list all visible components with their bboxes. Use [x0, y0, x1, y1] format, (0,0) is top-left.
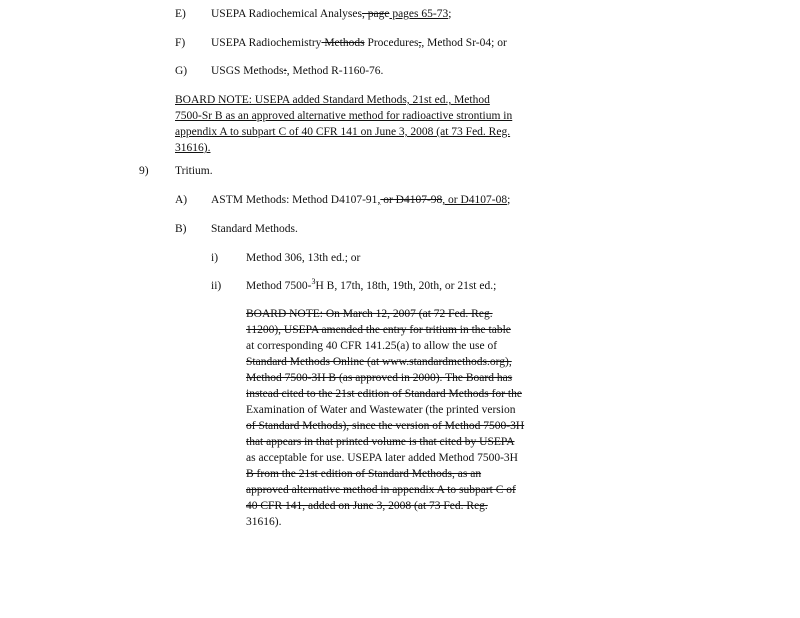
tritium-item-b-i-label: i): [211, 252, 219, 264]
tritium-item-b-ii-text: Method 7500-$^3$H B, 17th, 18th, 19th, 20th, or 21st ed.;: [246, 277, 497, 292]
board-note-2-line: Examination of Water and Wastewater (the printed version: [246, 404, 516, 416]
board-note-1-line: 31616).: [175, 142, 211, 154]
board-note-tritium: [246, 306, 524, 530]
tritium-item-a-label: A): [175, 194, 188, 206]
item-9-text: Tritium.: [175, 165, 213, 177]
item-9-label: 9): [139, 165, 149, 177]
tritium-item-b-text: Standard Methods.: [211, 223, 298, 235]
board-note-1-line: appendix A to subpart C of 40 CFR 141 on June 3, 2008 (at 73 Fed. Reg.: [175, 126, 511, 138]
board-note-2-line: 40 CFR 141, added on June 3, 2008 (at 73 Fed. Reg.: [246, 500, 488, 512]
item-f-text: USEPA Radiochemistry Methods Procedures,, Method Sr-04; or: [211, 37, 507, 49]
board-note-1-line: 7500-Sr B as an approved alternative method for radioactive strontium in: [175, 110, 513, 122]
tritium-item-a-text: ASTM Methods: Method D4107-91, or D4107-98, or D4107-08;: [211, 194, 511, 206]
item-e-label: E): [175, 8, 186, 20]
board-note-2-line: BOARD NOTE: On March 12, 2007 (at 72 Fed. Reg.: [246, 308, 493, 320]
board-note-2-line: 31616).: [246, 516, 282, 528]
tritium-item-b-i-text: Method 306, 13th ed.; or: [246, 252, 361, 264]
item-g-text: USGS Methods:, Method R-1160-76.: [211, 65, 384, 77]
board-note-2-line: that appears in that printed volume is that cited by USEPA: [246, 436, 515, 448]
board-note-2-line: B from the 21st edition of Standard Methods, as an: [246, 468, 482, 480]
board-note-2-line: of Standard Methods), since the version of Method 7500-3H: [246, 420, 525, 432]
board-note-2-line: approved alternative method in appendix A to subpart C of: [246, 484, 516, 496]
item-f-label: F): [175, 37, 186, 49]
board-note-2-line: 11200), USEPA amended the entry for tritium in the table: [246, 324, 511, 336]
board-note-2-line: Method 7500-3H B (as approved in 2000). The Board has: [246, 372, 513, 384]
board-note-2-line: at corresponding 40 CFR 141.25(a) to allow the use of: [246, 340, 498, 352]
tritium-item-b-label: B): [175, 223, 187, 235]
item-g-label: G): [175, 65, 188, 77]
board-note-strontium: [175, 92, 512, 156]
item-e-text: USEPA Radiochemical Analyses, page pages 65-73;: [211, 8, 452, 20]
board-note-1-line: BOARD NOTE: USEPA added Standard Methods, 21st ed., Method: [175, 94, 490, 106]
board-note-2-line: Standard Methods Online (at www.standardmethods.org),: [246, 356, 512, 368]
tritium-item-b-ii-label: ii): [211, 280, 222, 292]
board-note-2-line: as acceptable for use. USEPA later added Method 7500-3H: [246, 452, 518, 464]
board-note-2-line: instead cited to the 21st edition of Standard Methods for the: [246, 388, 522, 400]
